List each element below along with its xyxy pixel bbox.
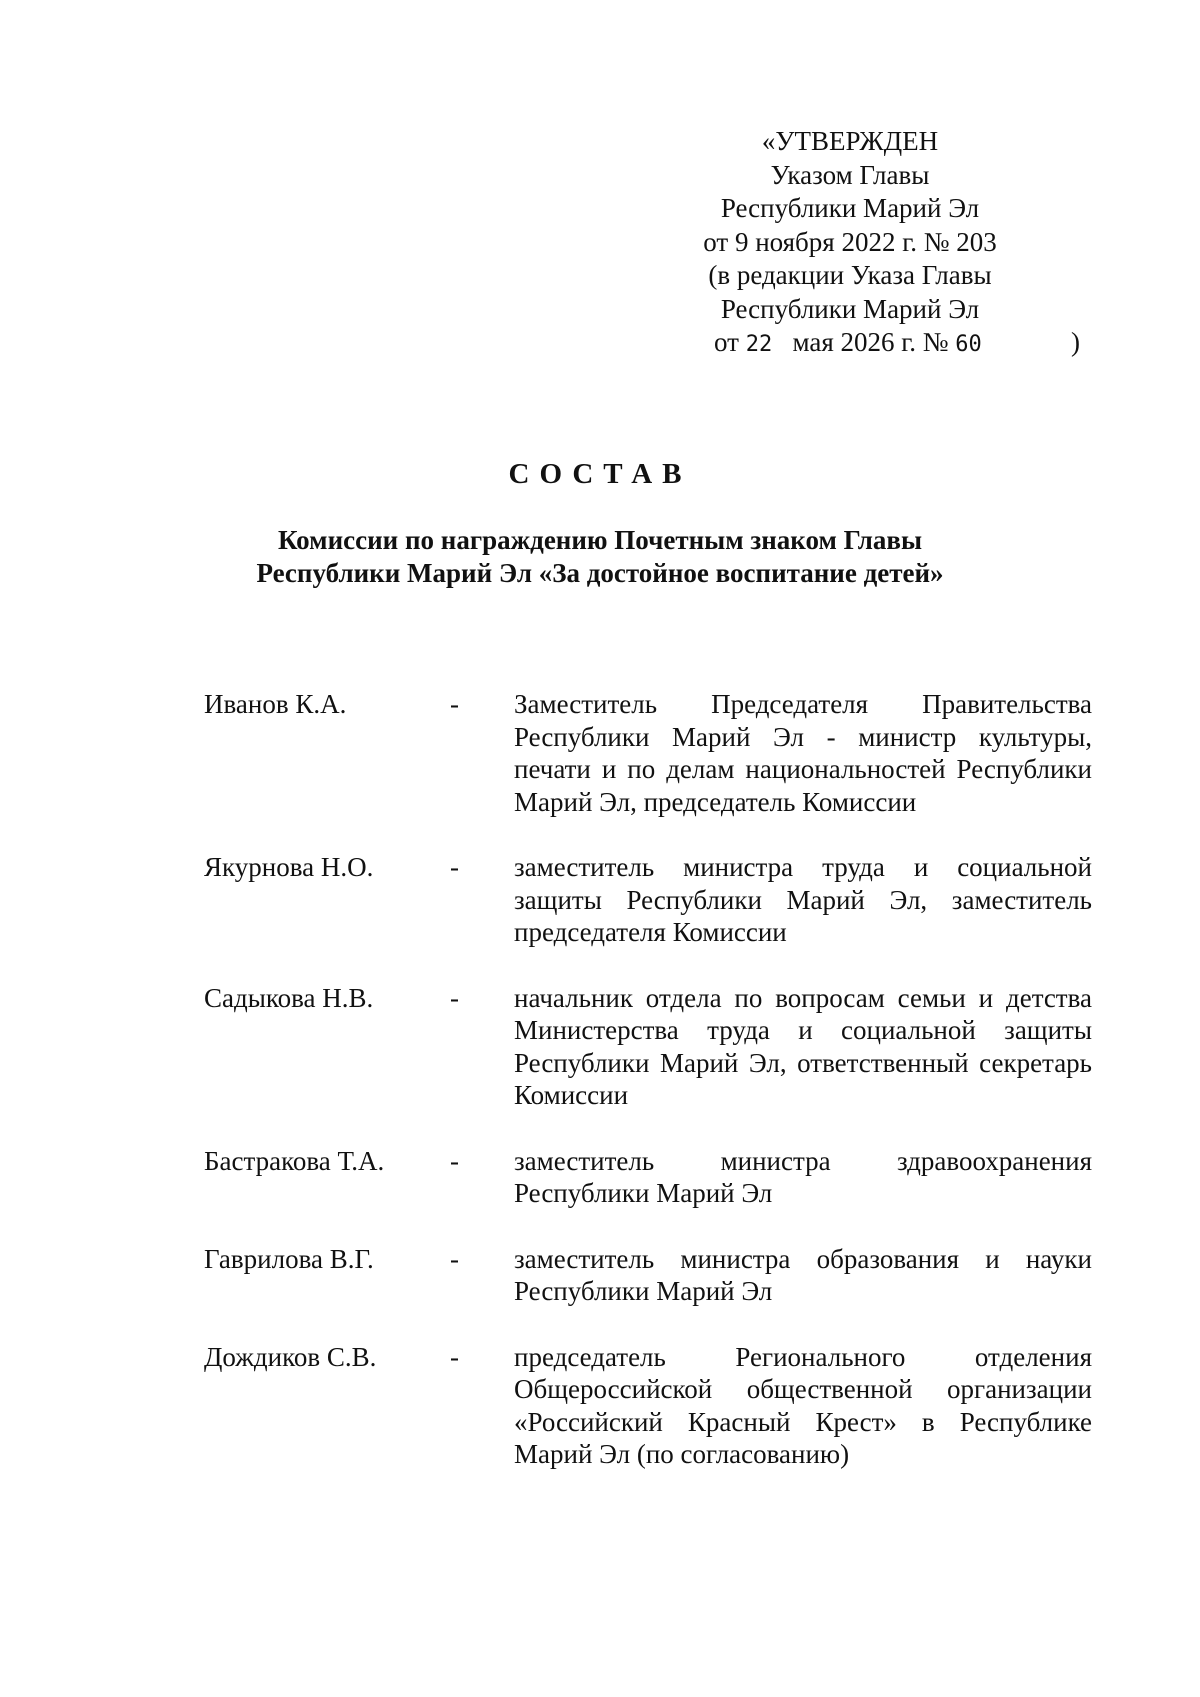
member-position: председатель Регионального отделения Общероссийской общественной организации «Российский Красный Крест» в Республике Марий Эл (по согласованию) xyxy=(514,1341,1092,1469)
subtitle-line-2: Республики Марий Эл «За достойное воспитание детей» xyxy=(256,558,944,588)
member-position: начальник отдела по вопросам семьи и детства Министерства труда и социальной защиты Республики Марий Эл, ответственный секретарь Комиссии xyxy=(514,982,1092,1110)
member-dash: - xyxy=(450,852,459,882)
member-row xyxy=(204,851,1096,949)
member-name: Гаврилова В.Г. xyxy=(204,1243,374,1274)
revision-month-year: мая 2026 г. № xyxy=(792,327,949,357)
member-row xyxy=(204,1341,1096,1471)
approval-line-revision: (в редакции Указа Главы xyxy=(708,260,992,290)
member-position: заместитель министра здравоохранения Республики Марий Эл xyxy=(514,1145,1092,1208)
member-row xyxy=(204,688,1096,818)
approval-stamp xyxy=(620,125,1080,362)
member-name: Дождиков С.В. xyxy=(204,1341,377,1372)
approval-line-republic-2: Республики Марий Эл xyxy=(720,293,980,324)
revision-day: 22 xyxy=(745,332,773,357)
member-row xyxy=(204,1145,1096,1210)
member-row xyxy=(204,982,1096,1112)
document-subtitle xyxy=(0,524,1200,590)
revision-number: 60 xyxy=(955,332,982,357)
revision-close-paren: ) xyxy=(1071,327,1080,357)
member-row xyxy=(204,1243,1096,1308)
document-title: СОСТАВ xyxy=(508,458,692,490)
member-dash: - xyxy=(450,982,459,1013)
member-dash: - xyxy=(450,689,459,719)
member-dash: - xyxy=(450,1341,459,1372)
member-name: Бастракова Т.А. xyxy=(204,1145,385,1176)
member-dash: - xyxy=(450,1243,459,1274)
member-name: Садыкова Н.В. xyxy=(204,982,374,1013)
approval-line-revision-date xyxy=(620,326,1080,362)
member-name: Иванов К.А. xyxy=(204,689,347,719)
approval-line-republic: Республики Марий Эл xyxy=(720,193,980,223)
revision-date-prefix: от xyxy=(714,327,739,357)
approval-line-original-date: от 9 ноября 2022 г. № 203 xyxy=(703,226,997,257)
member-position: Заместитель Председателя Правительства Республики Марий Эл - министр культуры, печати и по делам национальностей Республики Марий Эл, председатель Комиссии xyxy=(514,689,1092,817)
approval-line-decree: Указом Главы xyxy=(770,159,930,190)
member-position: заместитель министра образования и науки Республики Марий Эл xyxy=(514,1243,1092,1306)
member-dash: - xyxy=(450,1145,459,1176)
member-name: Якурнова Н.О. xyxy=(204,852,374,882)
members-list xyxy=(204,688,1096,1504)
subtitle-line-1: Комиссии по награждению Почетным знаком Главы xyxy=(277,525,923,555)
approval-line-approved: «УТВЕРЖДЕН xyxy=(761,126,939,156)
member-position: заместитель министра труда и социальной защиты Республики Марий Эл, заместитель председателя Комиссии xyxy=(514,852,1092,947)
